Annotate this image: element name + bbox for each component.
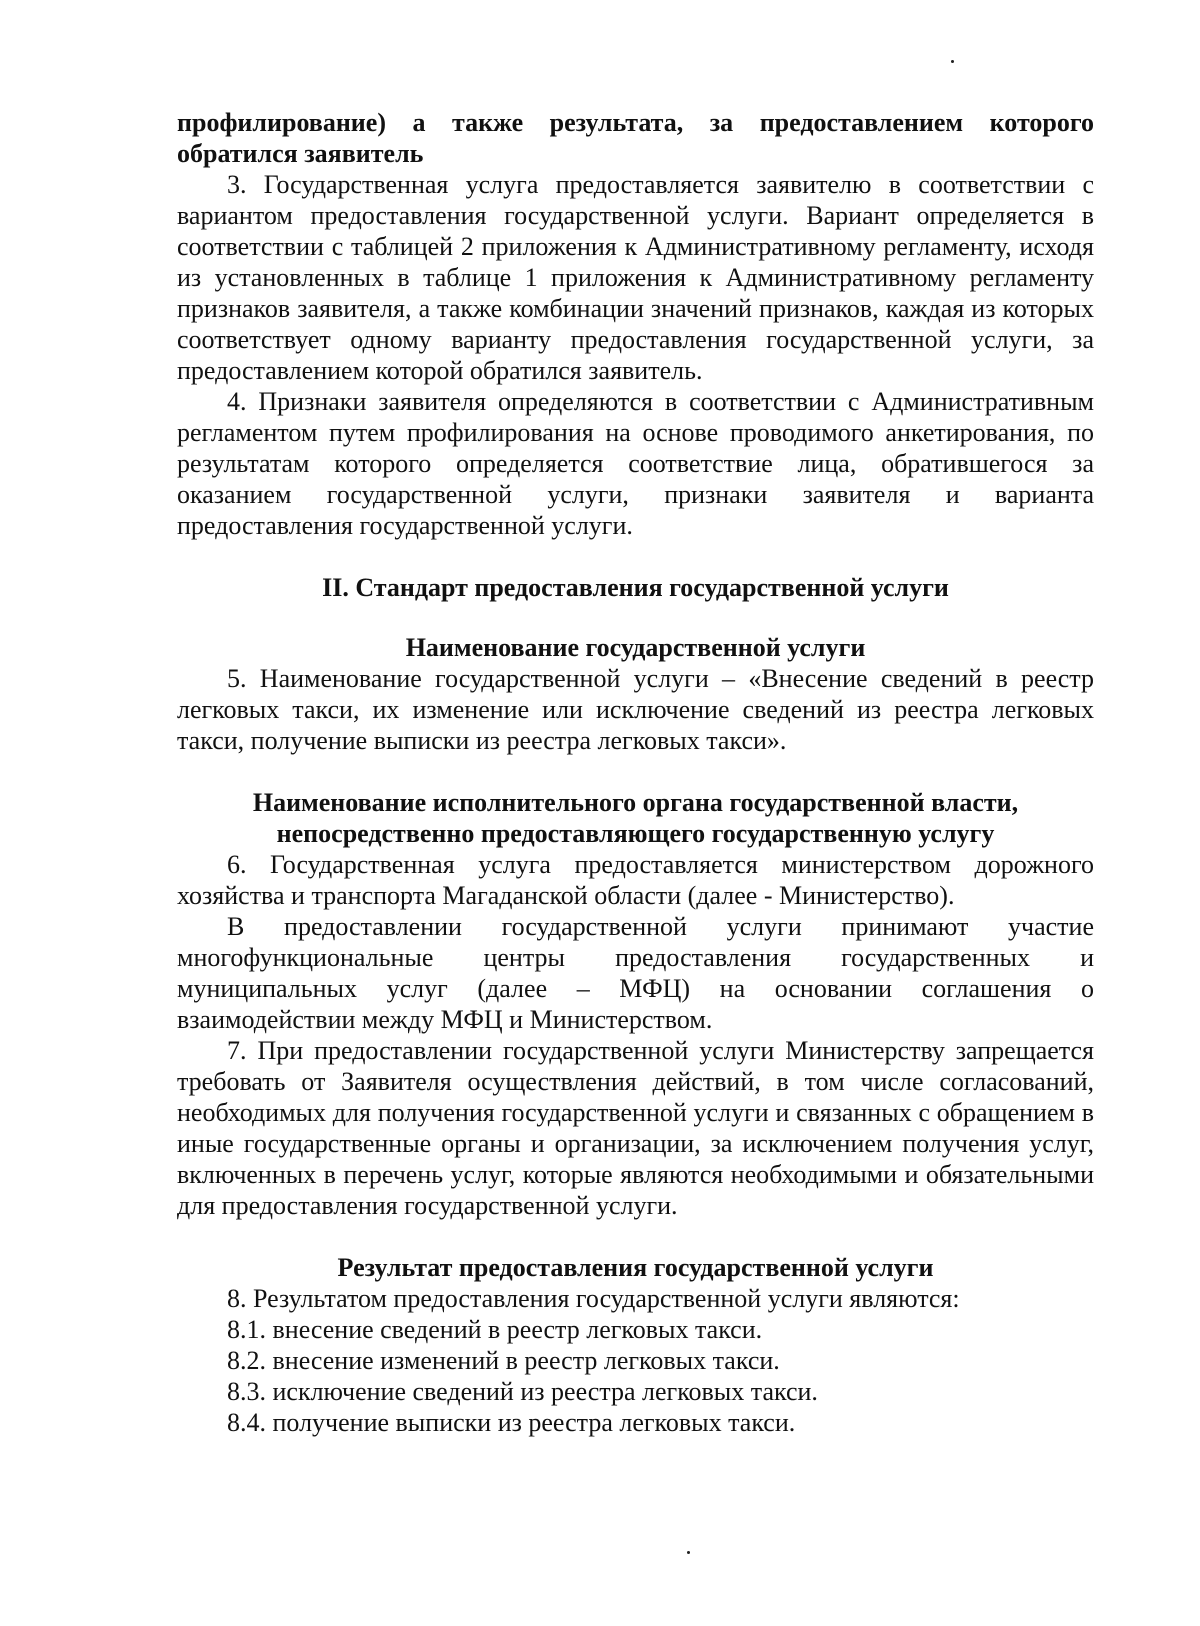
heading-result: Результат предоставления государственной услуги — [337, 1253, 934, 1282]
document-page — [177, 107, 1094, 1438]
spacer — [177, 1221, 1094, 1252]
paragraph-5: 5. Наименование государственной услуги – «Внесение сведений в реестр легковых такси, их изменение или исключение сведений из реестра легковых такси, получение выписки из реестра легковых такси». — [177, 664, 1094, 755]
spacer — [177, 756, 1094, 787]
scan-speck-bottom — [687, 1551, 690, 1554]
result-item: 8.1. внесение сведений в реестр легковых такси. — [227, 1315, 763, 1344]
paragraph-4: 4. Признаки заявителя определяются в соответствии с Административным регламентом путем профилирования на основе проводимого анкетирования, по результатам которого определяется соответствие лица, обратившегося за оказанием государственной услуги, признаки заявителя и варианта предоставления государственной услуги. — [177, 387, 1094, 540]
scan-speck-top — [951, 60, 954, 63]
spacer — [177, 541, 1094, 572]
heading-authority-line2: непосредственно предоставляющего государственную услугу — [276, 819, 995, 848]
heading-authority-line1: Наименование исполнительного органа государственной власти, — [252, 788, 1019, 817]
intro-heading-continuation: профилирование) а также результата, за предоставлением которого обратился заявитель — [177, 108, 1094, 168]
paragraph-6b: В предоставлении государственной услуги принимают участие многофункциональные центры предоставления государственных и муниципальных услуг (далее – МФЦ) на основании соглашения о взаимодействии между МФЦ и Министерством. — [177, 912, 1094, 1034]
paragraph-3: 3. Государственная услуга предоставляется заявителю в соответствии с вариантом предоставления государственной услуги. Вариант определяется в соответствии с таблицей 2 приложения к Административному регламенту, исходя из установленных в таблице 1 приложения к Административному регламенту признаков заявителя, а также комбинации значений признаков, каждая из которых соответствует одному варианту предоставления государственной услуги, за предоставлением которой обратился заявитель. — [177, 170, 1094, 385]
paragraph-7: 7. При предоставлении государственной услуги Министерству запрещается требовать от Заявителя осуществления действий, в том числе согласований, необходимых для получения государственной услуги и связанных с обращением в иные государственные органы и организации, за исключением получения услуг, включенных в перечень услуг, которые являются необходимыми и обязательными для предоставления государственной услуги. — [177, 1036, 1094, 1220]
heading-service-name: Наименование государственной услуги — [405, 633, 866, 662]
result-item: 8.2. внесение изменений в реестр легковых такси. — [227, 1346, 780, 1375]
section-title: II. Стандарт предоставления государственной услуги — [322, 573, 949, 602]
paragraph-6: 6. Государственная услуга предоставляется министерством дорожного хозяйства и транспорта Магаданской области (далее - Министерство). — [177, 850, 1094, 910]
result-item: 8.4. получение выписки из реестра легковых такси. — [227, 1408, 796, 1437]
result-item: 8.3. исключение сведений из реестра легковых такси. — [227, 1377, 818, 1406]
paragraph-8: 8. Результатом предоставления государственной услуги являются: — [227, 1284, 960, 1313]
spacer — [177, 603, 1094, 632]
